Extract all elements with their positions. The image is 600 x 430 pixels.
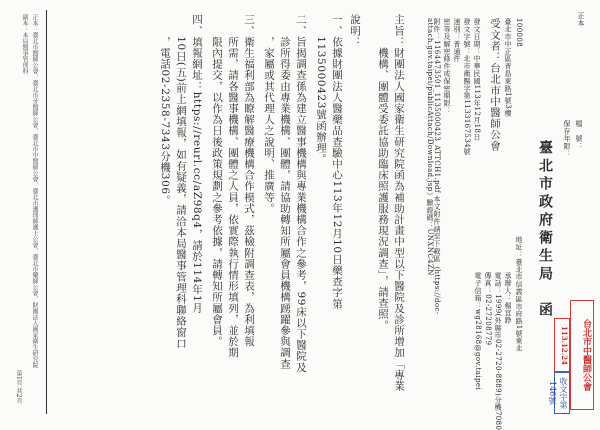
explanation-item: 二、旨揭調查係為建立醫事機構與專業機構合作之參考，99床以下醫院及 — [295, 14, 307, 373]
distribution-list: 正本：臺北市醫師公會、臺北市牙醫師公會、臺北市中醫師公會、臺北市護理師護士公會、臺北市藥師公會、財團法人國家衛生研究院 — [31, 14, 38, 368]
archive-no: 檔 號： — [575, 120, 583, 150]
page-number: 第1頁 共2頁 — [15, 370, 22, 404]
receipt-stamp — [570, 300, 594, 410]
sender-phone: 電話：1999(外縣市02-2720-8889)分機7080 — [494, 272, 502, 430]
receipt-office: 台北市中醫師公會 — [581, 319, 591, 391]
recipient-address: 臺北市中正區青島東路1號3樓 — [504, 18, 512, 117]
explanation-item: 所需，請各醫事機構、團體之人員，依實際執行情形填列，並於期 — [227, 14, 239, 359]
agency-title: 臺北市政府衛生局 函 — [537, 140, 553, 320]
copy-list: 副本：本局醫事管理科 — [21, 14, 28, 74]
sender-email: 電子信箱：wg28168@gov.taipei — [474, 272, 482, 391]
recipient-to: 受文者：台北市中醫師公會 — [489, 18, 501, 152]
receipt-no: 收文字第146號 — [548, 377, 568, 409]
recipient-postal: 100008 — [515, 18, 523, 48]
explanation-item: 四、填報網址：https://reurl.cc/aZ98q4，請於114年1月 — [191, 14, 203, 314]
explanation-item: 診所得委由專業機構、團體，請協助轉知所屬會員機構踴躍參與調查 — [279, 14, 291, 370]
explanation-item: 1135000423號函辦理。 — [315, 14, 327, 165]
receipt-date-stamp — [554, 318, 570, 372]
sender-address: 地址：臺北市信義區市府路1號東北 — [515, 236, 523, 352]
filing-code: 正本 — [577, 12, 585, 27]
doc-speed: 速別：普通件 — [453, 18, 461, 63]
retention-period: 保存年限： — [563, 120, 571, 157]
explanation-item: ，家屬或其代理人之說明、推廣等。 — [263, 14, 275, 214]
explanation-item: 三、衛生福利部為瞭解醫療機構合作模式，茲檢附調查表，為利填報 — [243, 14, 255, 347]
explanation-item: 限內提交，以作為日後政策規劃之參考依據，請轉知所屬會員。 — [211, 14, 223, 347]
doc-date: 發文日期：中華民國113年12月18日 — [473, 18, 481, 141]
footer-divider — [46, 10, 47, 414]
explanation-item: 10日(五)前上網填報，如有疑義，請洽本局醫事管理科聯絡窗口 — [175, 14, 187, 349]
explanation-item: 一、依據財團法人醫藥品查驗中心113年12月10日藥查字第 — [331, 14, 343, 310]
receipt-date: 113.12.24 — [560, 325, 569, 365]
subject-line-2: 機構、團體受委託協助臨床照護服務現況調查」，請查照。 — [377, 14, 389, 331]
doc-security: 密等及解密條件或保密期限： — [443, 18, 451, 115]
doc-number: 發文字號：北市衛醫字第1133167534號 — [463, 18, 471, 156]
explanation-label: 說明： — [349, 14, 361, 48]
doc-attachment: 附件：1164473501_1135000423_ATTCH1.pdf 本文附件請至下載區（https://doc-attach.gov.taipei/publicAttach/Download.jsp）驗證碼：UNXNC4ZN — [426, 18, 441, 315]
sender-fax: 傳真：02-27208779 — [484, 272, 492, 346]
sender-contact: 承辦人：楊宜錚 — [504, 272, 512, 324]
receipt-no-stamp — [548, 372, 570, 414]
explanation-item: ，電話02-2358-7343分機306。 — [159, 14, 171, 206]
subject-line-1: 主旨：財團法人國家衛生研究院函為補助計畫中型以下醫院及診所增加「專業 — [393, 14, 405, 392]
